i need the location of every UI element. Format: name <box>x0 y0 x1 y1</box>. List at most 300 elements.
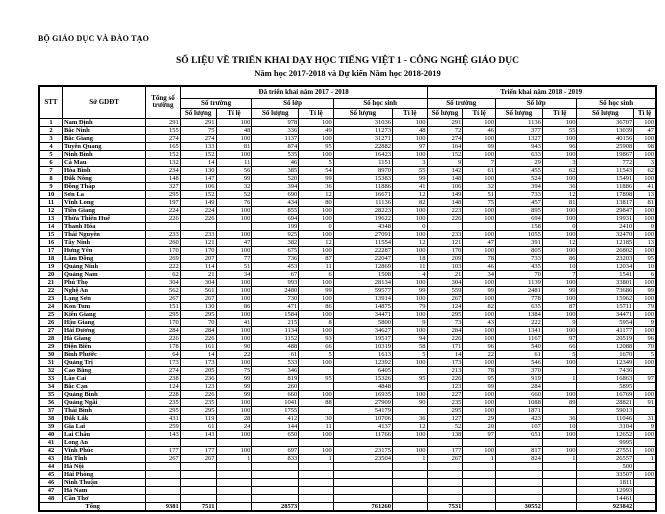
table-cell: 47 <box>463 238 496 246</box>
table-cell: 158 <box>496 222 543 230</box>
table-cell: 993 <box>252 278 299 286</box>
table-cell: Quảng Ninh <box>62 262 145 270</box>
table-cell: 13039 <box>577 126 634 134</box>
table-cell <box>496 438 543 446</box>
table-cell: Thái Bình <box>62 406 145 414</box>
table-cell: 431 <box>146 414 181 422</box>
table-cell: 100 <box>299 246 334 254</box>
table-cell: 123 <box>427 382 463 390</box>
table-cell <box>542 470 577 478</box>
table-cell: 97 <box>634 374 656 382</box>
table-cell: 4 <box>39 142 62 150</box>
table-cell: 5 <box>392 350 427 358</box>
table-cell: 33801 <box>577 278 634 286</box>
table-cell: 132 <box>146 158 181 166</box>
table-cell: 267 <box>427 294 463 302</box>
table-cell: 99 <box>216 390 252 398</box>
table-cell <box>392 438 427 446</box>
table-cell <box>299 406 334 414</box>
statistics-table <box>38 85 657 512</box>
table-cell: 1327 <box>496 134 543 142</box>
table-cell: 100 <box>216 278 252 286</box>
table-cell: 152 <box>180 150 216 158</box>
table-cell: 107 <box>496 422 543 430</box>
table-cell: 8970 <box>333 166 392 174</box>
table-cell: 19867 <box>577 150 634 158</box>
table-cell: 391 <box>496 238 543 246</box>
table-cell: 46 <box>252 158 299 166</box>
table-cell <box>216 502 252 511</box>
table-row <box>39 222 656 230</box>
table-cell: 100 <box>634 118 656 126</box>
table-cell: 12 <box>39 206 62 214</box>
table-cell: 34 <box>463 270 496 278</box>
table-cell <box>427 478 463 486</box>
table-cell: 95 <box>463 374 496 382</box>
table-cell: Sơn La <box>62 190 145 198</box>
table-cell: 100 <box>463 118 496 126</box>
table-cell: 226 <box>180 334 216 342</box>
table-cell: 12349 <box>577 358 634 366</box>
table-cell: 100 <box>634 278 656 286</box>
table-cell: 100 <box>634 150 656 158</box>
table-cell: 382 <box>252 238 299 246</box>
table-cell: 26802 <box>577 246 634 254</box>
table-cell: 90 <box>216 342 252 350</box>
table-cell: 100 <box>542 430 577 438</box>
table-cell: 148 <box>427 174 463 182</box>
table-cell: 100 <box>299 206 334 214</box>
table-cell: 234 <box>146 166 181 174</box>
table-cell: 95 <box>299 374 334 382</box>
table-cell: 435 <box>496 262 543 270</box>
table-cell: 46 <box>463 262 496 270</box>
table-cell: 8 <box>39 174 62 182</box>
table-cell: 97 <box>542 334 577 342</box>
table-cell: 54 <box>299 166 334 174</box>
table-cell: 100 <box>299 358 334 366</box>
table-cell <box>634 502 656 511</box>
table-cell <box>146 478 181 486</box>
data-rows <box>39 118 656 511</box>
table-cell: 100 <box>392 150 427 158</box>
table-cell: 535 <box>252 150 299 158</box>
table-cell: 100 <box>463 310 496 318</box>
table-cell: 11 <box>299 262 334 270</box>
table-cell: 100 <box>299 118 334 126</box>
table-cell: 100 <box>463 206 496 214</box>
table-cell: 15962 <box>577 294 634 302</box>
table-cell: 1 <box>392 454 427 462</box>
table-cell: Quảng Bình <box>62 390 145 398</box>
ministry-label: BỘ GIÁO DỤC VÀ ĐÀO TẠO <box>38 34 150 43</box>
table-cell: 99 <box>463 286 496 294</box>
header-ratio: Tỉ lệ <box>392 108 427 118</box>
table-cell: 0 <box>392 222 427 230</box>
table-cell: 295 <box>180 406 216 414</box>
table-cell: 36 <box>39 398 62 406</box>
table-cell: 824 <box>496 454 543 462</box>
table-cell: 81 <box>634 198 656 206</box>
table-cell: 2410 <box>577 222 634 230</box>
table-cell: 94 <box>392 334 427 342</box>
table-cell: Quảng Ngãi <box>62 398 145 406</box>
table-cell: 1341 <box>496 326 543 334</box>
table-cell: 226 <box>427 374 463 382</box>
table-cell <box>180 222 216 230</box>
table-cell: 11 <box>216 158 252 166</box>
table-cell: 0 <box>299 222 334 230</box>
table-cell: 267 <box>146 294 181 302</box>
table-cell: 500 <box>577 462 634 470</box>
table-cell: 66 <box>299 342 334 350</box>
table-cell: 100 <box>392 310 427 318</box>
table-cell: 1151 <box>333 158 392 166</box>
table-cell: 151 <box>146 302 181 310</box>
table-cell: 1 <box>542 454 577 462</box>
table-cell <box>146 222 181 230</box>
table-cell: 152 <box>427 150 463 158</box>
table-cell: 233 <box>180 230 216 238</box>
table-cell: 48 <box>216 126 252 134</box>
table-cell: 11046 <box>577 414 634 422</box>
table-row <box>39 438 656 446</box>
table-cell: 96 <box>463 342 496 350</box>
table-cell: 11273 <box>333 126 392 134</box>
table-cell: 66 <box>542 342 577 350</box>
table-cell: 144 <box>252 422 299 430</box>
table-cell: 21 <box>427 270 463 278</box>
table-cell: 284 <box>496 382 543 390</box>
table-cell <box>216 494 252 502</box>
table-cell: 267 <box>427 454 463 462</box>
table-cell: 99 <box>299 174 334 182</box>
table-cell: 119 <box>180 414 216 422</box>
table-cell: 455 <box>496 166 543 174</box>
table-cell: 10319 <box>333 342 392 350</box>
table-cell: 100 <box>216 206 252 214</box>
table-cell: 75 <box>216 366 252 374</box>
table-row <box>39 358 656 366</box>
table-cell: 100 <box>634 326 656 334</box>
table-cell: Tây Ninh <box>62 238 145 246</box>
header-total-schools: Tổng số trường <box>146 86 181 118</box>
table-cell <box>392 486 427 494</box>
table-cell: 215 <box>252 318 299 326</box>
table-cell: 4137 <box>333 422 392 430</box>
table-cell: 58 <box>392 342 427 350</box>
table-cell: 100 <box>392 390 427 398</box>
table-cell: 394 <box>496 182 543 190</box>
table-cell: 100 <box>299 430 334 438</box>
table-cell: 95 <box>299 142 334 150</box>
table-cell: 778 <box>496 294 543 302</box>
table-cell: 11 <box>299 422 334 430</box>
table-cell: 20 <box>463 422 496 430</box>
table-cell: 394 <box>252 182 299 190</box>
table-cell: 21 <box>39 278 62 286</box>
table-cell: 55 <box>542 126 577 134</box>
table-cell: Ninh Bình <box>62 150 145 158</box>
table-cell: 412 <box>252 414 299 422</box>
table-cell: 22287 <box>333 246 392 254</box>
header-quantity: Số lượng <box>333 108 392 118</box>
table-cell: 36 <box>542 182 577 190</box>
table-row <box>39 398 656 406</box>
table-cell <box>333 486 392 494</box>
table-cell: 15383 <box>333 174 392 182</box>
table-cell <box>634 486 656 494</box>
table-cell: 488 <box>252 342 299 350</box>
table-cell: 100 <box>392 214 427 222</box>
table-cell: 7 <box>542 270 577 278</box>
table-cell: 99 <box>216 174 252 182</box>
table-cell: 100 <box>216 230 252 238</box>
table-cell: Hậu Giang <box>62 318 145 326</box>
table-cell <box>299 366 334 374</box>
table-cell: 54179 <box>333 406 392 414</box>
table-cell: Quảng Trị <box>62 358 145 366</box>
table-row <box>39 310 656 318</box>
table-cell: 943 <box>496 142 543 150</box>
table-cell: 28 <box>216 414 252 422</box>
table-cell: 100 <box>463 150 496 158</box>
table-cell <box>146 494 181 502</box>
table-cell: 100 <box>542 230 577 238</box>
table-cell <box>180 438 216 446</box>
table-cell: 44 <box>39 462 62 470</box>
header-stt: STT <box>39 86 62 118</box>
table-cell <box>333 438 392 446</box>
table-cell: 11 <box>39 198 62 206</box>
table-cell: 100 <box>463 294 496 302</box>
table-cell: 1 <box>299 454 334 462</box>
table-cell <box>634 382 656 390</box>
table-cell: 100 <box>634 214 656 222</box>
table-cell: 100 <box>216 326 252 334</box>
table-cell: 11136 <box>333 198 392 206</box>
table-cell: 304 <box>146 278 181 286</box>
table-cell: Hòa Bình <box>62 166 145 174</box>
table-cell: 41177 <box>577 326 634 334</box>
table-cell: Vĩnh Long <box>62 198 145 206</box>
table-cell: 170 <box>146 246 181 254</box>
table-cell: Điện Biên <box>62 342 145 350</box>
table-cell: 100 <box>216 334 252 342</box>
table-cell: 61 <box>252 350 299 358</box>
table-cell: 90 <box>392 398 427 406</box>
table-cell: 100 <box>634 446 656 454</box>
table-cell: 26557 <box>577 454 634 462</box>
table-cell: 178 <box>146 342 181 350</box>
table-cell: 75 <box>463 198 496 206</box>
table-cell <box>427 486 463 494</box>
table-row <box>39 342 656 350</box>
table-cell: 31271 <box>333 134 392 142</box>
table-cell <box>146 470 181 478</box>
table-cell: 12392 <box>333 358 392 366</box>
table-cell: 17898 <box>577 190 634 198</box>
table-cell <box>542 486 577 494</box>
table-cell: 805 <box>496 246 543 254</box>
table-cell: 100 <box>542 446 577 454</box>
table-cell: 99 <box>216 374 252 382</box>
table-cell <box>463 222 496 230</box>
table-cell: 694 <box>496 214 543 222</box>
table-cell <box>427 438 463 446</box>
header-quantity: Số lượng <box>577 108 634 118</box>
table-cell: 100 <box>634 470 656 478</box>
table-cell: 209 <box>427 254 463 262</box>
table-cell: 16423 <box>333 150 392 158</box>
table-cell: 147 <box>180 174 216 182</box>
table-cell: 61 <box>463 166 496 174</box>
table-cell: 1584 <box>252 310 299 318</box>
table-cell: 9 <box>392 318 427 326</box>
table-cell: 36 <box>392 414 427 422</box>
table-cell: Lâm Đồng <box>62 254 145 262</box>
table-cell: 61 <box>180 422 216 430</box>
table-cell: 874 <box>252 142 299 150</box>
table-cell: 304 <box>427 278 463 286</box>
table-cell <box>634 462 656 470</box>
table-cell: 100 <box>463 398 496 406</box>
table-cell: 86 <box>542 254 577 262</box>
table-cell: 1139 <box>496 278 543 286</box>
table-cell: 34471 <box>333 310 392 318</box>
table-cell: 633 <box>496 150 543 158</box>
table-cell <box>216 438 252 446</box>
table-cell <box>299 462 334 470</box>
table-row <box>39 390 656 398</box>
header-students-2018: Số học sinh <box>577 98 656 108</box>
table-cell: 87 <box>542 302 577 310</box>
table-cell: 6 <box>39 158 62 166</box>
table-row <box>39 334 656 342</box>
table-cell <box>392 462 427 470</box>
table-cell: 100 <box>216 214 252 222</box>
table-cell: 100 <box>299 294 334 302</box>
table-cell: 99 <box>392 286 427 294</box>
table-cell: 165 <box>146 142 181 150</box>
table-cell: 336 <box>252 126 299 134</box>
table-cell: 18 <box>39 254 62 262</box>
table-cell: 96 <box>634 334 656 342</box>
table-cell: 100 <box>542 310 577 318</box>
table-cell: 95 <box>634 254 656 262</box>
table-cell <box>634 366 656 374</box>
table-cell: 40 <box>39 430 62 438</box>
header-schools-2017: Số trường <box>180 98 252 108</box>
page-title: SỐ LIỆU VỀ TRIỂN KHAI DẠY HỌC TIẾNG VIỆT 1 - CÔNG NGHỆ GIÁO DỤC <box>176 56 519 66</box>
table-cell: 22 <box>463 350 496 358</box>
table-cell <box>463 494 496 502</box>
table-cell <box>180 470 216 478</box>
table-cell: 81 <box>216 142 252 150</box>
table-cell: Cần Thơ <box>62 494 145 502</box>
table-cell <box>496 462 543 470</box>
table-cell: 100 <box>463 406 496 414</box>
table-cell: 164 <box>427 142 463 150</box>
table-cell <box>333 494 392 502</box>
table-cell: 100 <box>299 310 334 318</box>
table-row <box>39 238 656 246</box>
table-cell: 100 <box>634 134 656 142</box>
table-cell: Quảng Nam <box>62 270 145 278</box>
table-row <box>39 366 656 374</box>
table-cell: 304 <box>180 278 216 286</box>
table-cell: 170 <box>427 246 463 254</box>
table-cell: 817 <box>496 446 543 454</box>
table-cell: 100 <box>392 294 427 302</box>
table-cell: Hà Nội <box>62 462 145 470</box>
table-cell: 25 <box>39 310 62 318</box>
table-cell: 121 <box>427 238 463 246</box>
table-cell <box>180 478 216 486</box>
table-cell: 9 <box>39 182 62 190</box>
table-row <box>39 182 656 190</box>
table-cell: 213 <box>427 366 463 374</box>
table-row <box>39 406 656 414</box>
table-cell: 28 <box>39 334 62 342</box>
table-cell: 62 <box>146 270 181 278</box>
table-cell: 28573 <box>252 502 299 511</box>
header-quantity: Số lượng <box>252 108 299 118</box>
table-cell: 100 <box>542 174 577 182</box>
table-cell: 88 <box>299 398 334 406</box>
table-cell: Bắc Giang <box>62 134 145 142</box>
table-cell: 106 <box>427 182 463 190</box>
table-cell <box>252 470 299 478</box>
table-cell: 12 <box>542 190 577 198</box>
table-cell: 79 <box>634 302 656 310</box>
table-cell: Cao Bằng <box>62 366 145 374</box>
table-cell <box>542 438 577 446</box>
table-cell: 100 <box>392 326 427 334</box>
table-cell: 7511 <box>180 502 216 511</box>
table-cell: 3 <box>542 158 577 166</box>
table-cell: 100 <box>299 230 334 238</box>
table-cell: Cà Mau <box>62 158 145 166</box>
table-cell: 27 <box>39 326 62 334</box>
table-cell <box>496 494 543 502</box>
table-cell: 29 <box>463 414 496 422</box>
table-cell: 100 <box>299 326 334 334</box>
table-cell: 170 <box>180 246 216 254</box>
table-cell: 36707 <box>577 118 634 126</box>
table-cell: 21 <box>180 270 216 278</box>
table-cell <box>252 462 299 470</box>
table-cell: 16863 <box>577 374 634 382</box>
table-cell: Hải Phòng <box>62 470 145 478</box>
table-cell: 1670 <box>577 350 634 358</box>
table-cell: 130 <box>180 302 216 310</box>
table-cell <box>216 470 252 478</box>
table-cell: 29 <box>496 158 543 166</box>
table-cell: 4 <box>392 270 427 278</box>
header-ratio: Tỉ lệ <box>216 108 252 118</box>
table-cell: 62 <box>634 166 656 174</box>
table-cell: Tiền Giang <box>62 206 145 214</box>
table-cell: 55 <box>392 166 427 174</box>
table-cell: 34 <box>216 270 252 278</box>
table-cell <box>496 470 543 478</box>
table-cell: 70 <box>496 270 543 278</box>
table-cell: 100 <box>463 246 496 254</box>
table-cell: 730 <box>252 294 299 302</box>
table-cell: 100 <box>634 294 656 302</box>
table-cell <box>299 470 334 478</box>
